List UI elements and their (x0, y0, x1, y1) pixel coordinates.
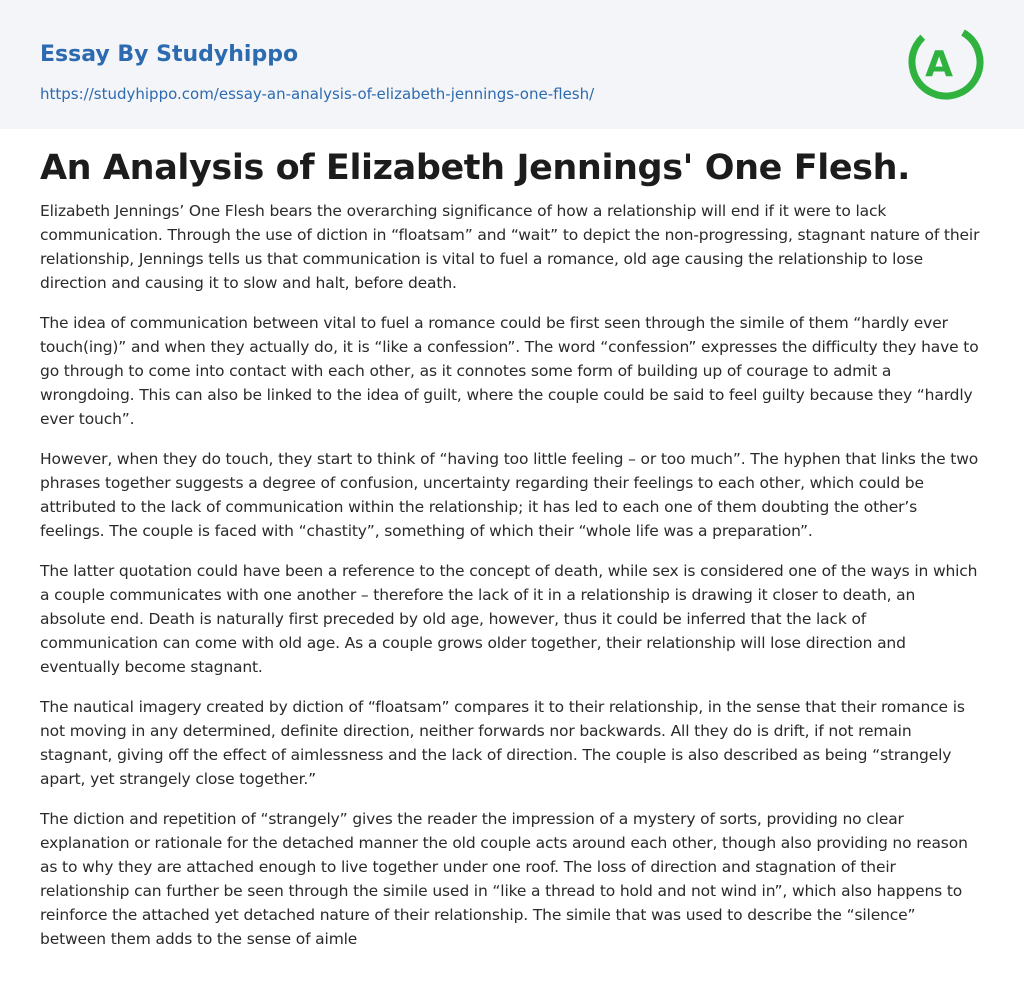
site-brand[interactable]: Essay By Studyhippo (40, 42, 299, 67)
essay-url-link[interactable]: https://studyhippo.com/essay-an-analysis-of-elizabeth-jennings-one-flesh/ (40, 85, 595, 103)
logo-letter: A (925, 44, 953, 85)
essay-paragraph: The nautical imagery created by diction of “floatsam” compares it to their relationship, in the sense that their romance is not moving in any determined, definite direction, neither forwards nor backwards. All they do is drift, if not remain stagnant, giving off the effect of aimlessness and the lack of direction. The couple is also described as being “strangely apart, yet strangely close together.” (40, 698, 965, 788)
essay-paragraph: The latter quotation could have been a reference to the concept of death, while sex is considered one of the ways in which a couple communicates with one another – therefore the lack of it in a relationship is drawing it closer to death, an absolute end. Death is naturally first preceded by old age, however, thus it could be inferred that the lack of communication can come with old age. As a couple grows older together, their relationship will lose direction and eventually become stagnant. (40, 562, 978, 676)
essay-paragraph: Elizabeth Jennings’ One Flesh bears the overarching significance of how a relationship will end if it were to lack communication. Through the use of diction in “floatsam” and “wait” to depict the non-progressing, stagnant nature of their relationship, Jennings tells us that communication is vital to fuel a romance, old age causing the relationship to lose direction and causing it to slow and halt, before death. (40, 202, 980, 292)
essay-paragraph: The diction and repetition of “strangely” gives the reader the impression of a mystery of sorts, providing no clear explanation or rationale for the detached manner the old couple acts around each other, though also providing no reason as to why they are attached enough to live together under one roof. The loss of direction and stagnation of their relationship can further be seen through the simile used in “like a thread to hold and not wind in”, which also happens to reinforce the attached yet detached nature of their relationship. The simile that was used to describe the “silence” between them adds to the sense of aimle (40, 810, 968, 948)
essay-body (40, 199, 984, 951)
studyhippo-logo-icon[interactable] (908, 18, 988, 106)
essay-paragraph: However, when they do touch, they start to think of “having too little feeling – or too much”. The hyphen that links the two phrases together suggests a degree of confusion, uncertainty regarding their feelings to each other, which could be attributed to the lack of communication within the relationship; it has led to each one of them doubting the other’s feelings. The couple is faced with “chastity”, something of which their “whole life was a preparation”. (40, 450, 979, 540)
essay-content (0, 129, 1024, 951)
essay-paragraph: The idea of communication between vital to fuel a romance could be first seen through the simile of them “hardly ever touch(ing)” and when they actually do, it is “like a confession”. The word “confession” expresses the difficulty they have to go through to come into contact with each other, as it connotes some form of building up of courage to admit a wrongdoing. This can also be linked to the idea of guilt, where the couple could be said to feel guilty because they “hardly ever touch”. (40, 314, 979, 428)
essay-title: An Analysis of Elizabeth Jennings' One Flesh. (40, 148, 911, 188)
site-header (0, 0, 1024, 129)
